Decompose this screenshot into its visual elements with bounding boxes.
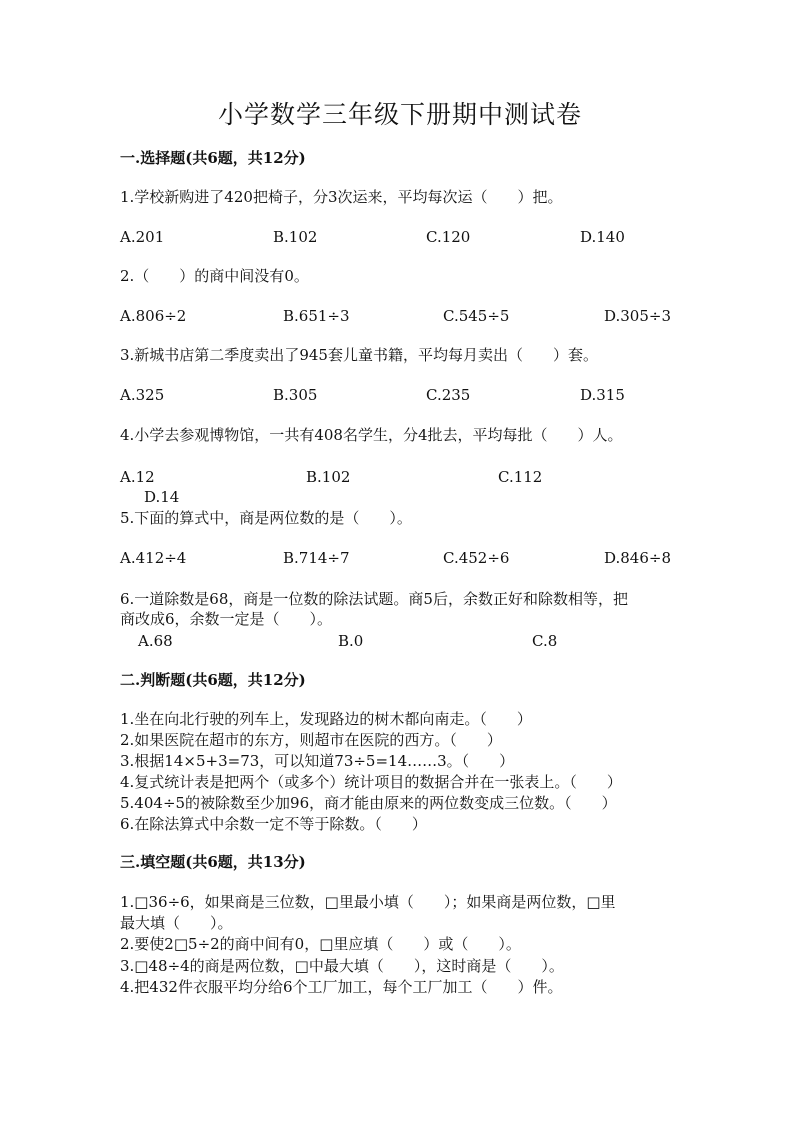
question-4-text: 4.小学去参观博物馆，一共有408名学生，分4批去，平均每批（ ）人。	[120, 426, 623, 444]
question-6-text-line-1: 6.一道除数是68，商是一位数的除法试题。商5后，余数正好和除数相等，把	[120, 590, 628, 608]
fill-item-3: 3.□48÷4的商是两位数，□中最大填（ ），这时商是（ ）。	[120, 957, 564, 975]
fill-item-4: 4.把432件衣服平均分给6个工厂加工，每个工厂加工（ ）件。	[120, 978, 563, 996]
q1-option-a: A.201	[120, 228, 165, 246]
q5-option-a: A.412÷4	[120, 549, 187, 567]
q4-option-b: B.102	[306, 468, 351, 486]
judgment-item-3: 3.根据14×5+3=73，可以知道73÷5=14……3。（ ）	[120, 752, 515, 770]
judgment-item-2: 2.如果医院在超市的东方，则超市在医院的西方。（ ）	[120, 731, 502, 749]
judgment-item-4: 4.复式统计表是把两个（或多个）统计项目的数据合并在一张表上。（ ）	[120, 773, 622, 791]
q4-option-c: C.112	[498, 468, 543, 486]
q1-option-d: D.140	[580, 228, 625, 246]
question-1-text: 1.学校新购进了420把椅子，分3次运来，平均每次运（ ）把。	[120, 188, 563, 206]
question-2-text: 2.（ ）的商中间没有0。	[120, 267, 309, 285]
q2-option-a: A.806÷2	[120, 307, 187, 325]
q4-option-a: A.12	[120, 468, 155, 486]
q6-option-a: A.68	[138, 632, 173, 650]
judgment-item-1: 1.坐在向北行驶的列车上，发现路边的树木都向南走。（ ）	[120, 710, 532, 728]
fill-item-1-line-2: 最大填（ ）。	[120, 914, 233, 932]
section-heading-choice: 一.选择题(共6题，共12分)	[120, 149, 306, 167]
section-heading-fill-blank: 三.填空题(共6题，共13分)	[120, 853, 306, 871]
q2-option-d: D.305÷3	[604, 307, 672, 325]
question-6-text-line-2: 商改成6，余数一定是（ ）。	[120, 610, 333, 628]
page-title: 小学数学三年级下册期中测试卷	[217, 100, 582, 129]
q1-option-c: C.120	[426, 228, 471, 246]
judgment-item-6: 6.在除法算式中余数一定不等于除数。（ ）	[120, 815, 427, 833]
fill-item-1-line-1: 1.□36÷6，如果商是三位数，□里最小填（ ）；如果商是两位数，□里	[120, 893, 616, 911]
q3-option-c: C.235	[426, 386, 471, 404]
q4-option-d: D.14	[144, 488, 180, 506]
q5-option-b: B.714÷7	[283, 549, 350, 567]
q1-option-b: B.102	[273, 228, 318, 246]
question-5-text: 5.下面的算式中，商是两位数的是（ ）。	[120, 509, 412, 527]
q6-option-c: C.8	[532, 632, 558, 650]
q5-option-c: C.452÷6	[443, 549, 510, 567]
section-heading-judgment: 二.判断题(共6题，共12分)	[120, 671, 306, 689]
q3-option-a: A.325	[120, 386, 165, 404]
q2-option-c: C.545÷5	[443, 307, 510, 325]
fill-item-2: 2.要使2□5÷2的商中间有0，□里应填（ ）或（ ）。	[120, 935, 521, 953]
q3-option-d: D.315	[580, 386, 625, 404]
q6-option-b: B.0	[338, 632, 364, 650]
q2-option-b: B.651÷3	[283, 307, 350, 325]
question-3-text: 3.新城书店第二季度卖出了945套儿童书籍，平均每月卖出（ ）套。	[120, 346, 598, 364]
q3-option-b: B.305	[273, 386, 318, 404]
judgment-item-5: 5.404÷5的被除数至少加96，商才能由原来的两位数变成三位数。（ ）	[120, 794, 617, 812]
q5-option-d: D.846÷8	[604, 549, 672, 567]
